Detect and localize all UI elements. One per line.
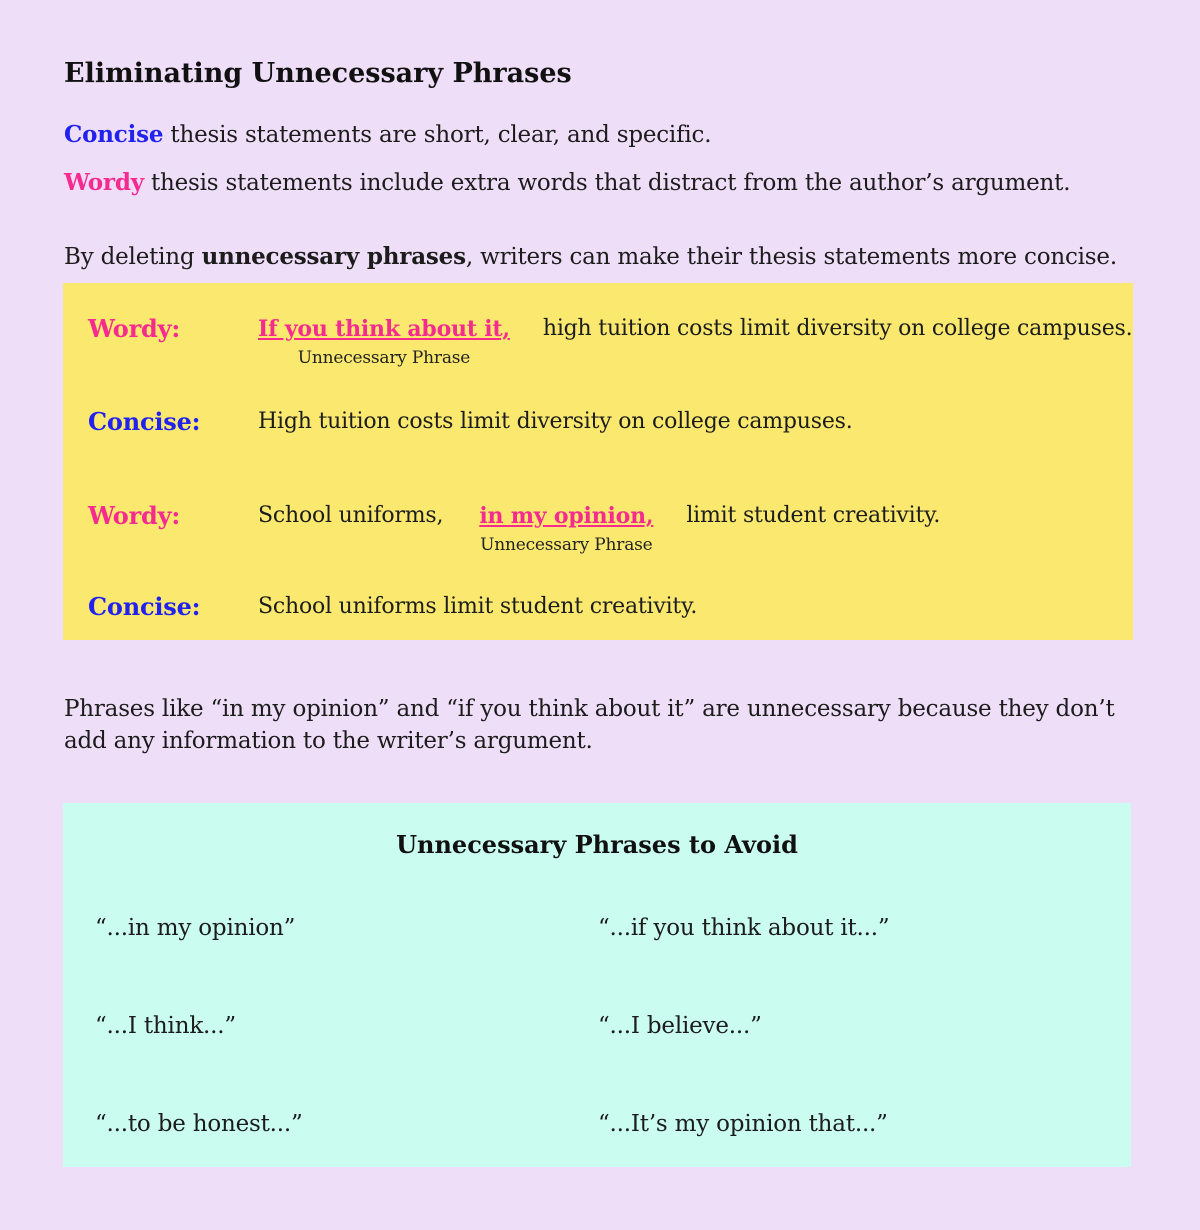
avoid-phrase-i-think: “...I think...”: [95, 1013, 236, 1039]
deleting-bold-term: unnecessary phrases: [201, 243, 466, 270]
wordy-label-2: Wordy:: [88, 501, 181, 530]
underlined-phrase-block-1: [258, 314, 510, 369]
wordy-sentence-start-2: School uniforms,: [258, 503, 444, 528]
explanation-paragraph: [64, 693, 1200, 757]
wordy-definition-text: thesis statements include extra words that distract from the author’s argument.: [143, 170, 1071, 196]
concise-example-row-2: [88, 592, 1133, 622]
wordy-sentence-rest-1: high tuition costs limit diversity on college campuses.: [542, 316, 1133, 341]
wordy-example-row-1: [88, 314, 1133, 369]
wordy-example-row-2: [88, 501, 1133, 556]
page-title: Eliminating Unnecessary Phrases: [64, 58, 572, 89]
deleting-line: [64, 242, 1200, 272]
concise-sentence-1: High tuition costs limit diversity on college campuses.: [258, 409, 853, 434]
deleting-prefix: By deleting: [64, 244, 202, 270]
concise-sentence-2: School uniforms limit student creativity.: [258, 594, 698, 619]
unnecessary-phrase-1: If you think about it,: [258, 316, 510, 342]
explanation-line-2: add any information to the writer’s argument.: [64, 728, 593, 754]
deleting-suffix: , writers can make their thesis statements more concise.: [465, 244, 1117, 270]
avoid-phrase-i-believe: “...I believe...”: [598, 1013, 762, 1039]
phrases-to-avoid-title: Unnecessary Phrases to Avoid: [396, 830, 798, 859]
concise-definition-text: thesis statements are short, clear, and specific.: [163, 122, 712, 148]
examples-box: [63, 283, 1133, 640]
wordy-label-1: Wordy:: [88, 314, 181, 343]
concise-label-2: Concise:: [88, 592, 201, 621]
unnecessary-phrase-2: in my opinion,: [479, 503, 654, 529]
avoid-phrase-its-my-opinion-that: “...It’s my opinion that...”: [598, 1111, 888, 1137]
avoid-phrase-if-you-think-about-it: “...if you think about it...”: [598, 915, 890, 941]
phrases-to-avoid-grid: [63, 913, 1131, 1139]
concise-label-1: Concise:: [88, 407, 201, 436]
concise-definition-line: [64, 120, 1200, 150]
wordy-sentence-rest-2: limit student creativity.: [686, 503, 941, 528]
concise-example-row-1: [88, 407, 1133, 437]
explanation-line-1: Phrases like “in my opinion” and “if you think about it” are unnecessary because they don’t: [64, 696, 1115, 722]
phrase-caption-2: Unnecessary Phrase: [480, 535, 653, 555]
wordy-term: Wordy: [64, 169, 144, 196]
worksheet-page: [0, 56, 1200, 1230]
wordy-definition-line: [64, 168, 1200, 198]
concise-term: Concise: [64, 121, 164, 148]
phrases-to-avoid-box: [63, 803, 1131, 1167]
underlined-phrase-block-2: [479, 501, 653, 556]
avoid-phrase-in-my-opinion: “...in my opinion”: [95, 915, 296, 941]
phrase-caption-1: Unnecessary Phrase: [297, 348, 471, 368]
avoid-phrase-to-be-honest: “...to be honest...”: [95, 1111, 303, 1137]
